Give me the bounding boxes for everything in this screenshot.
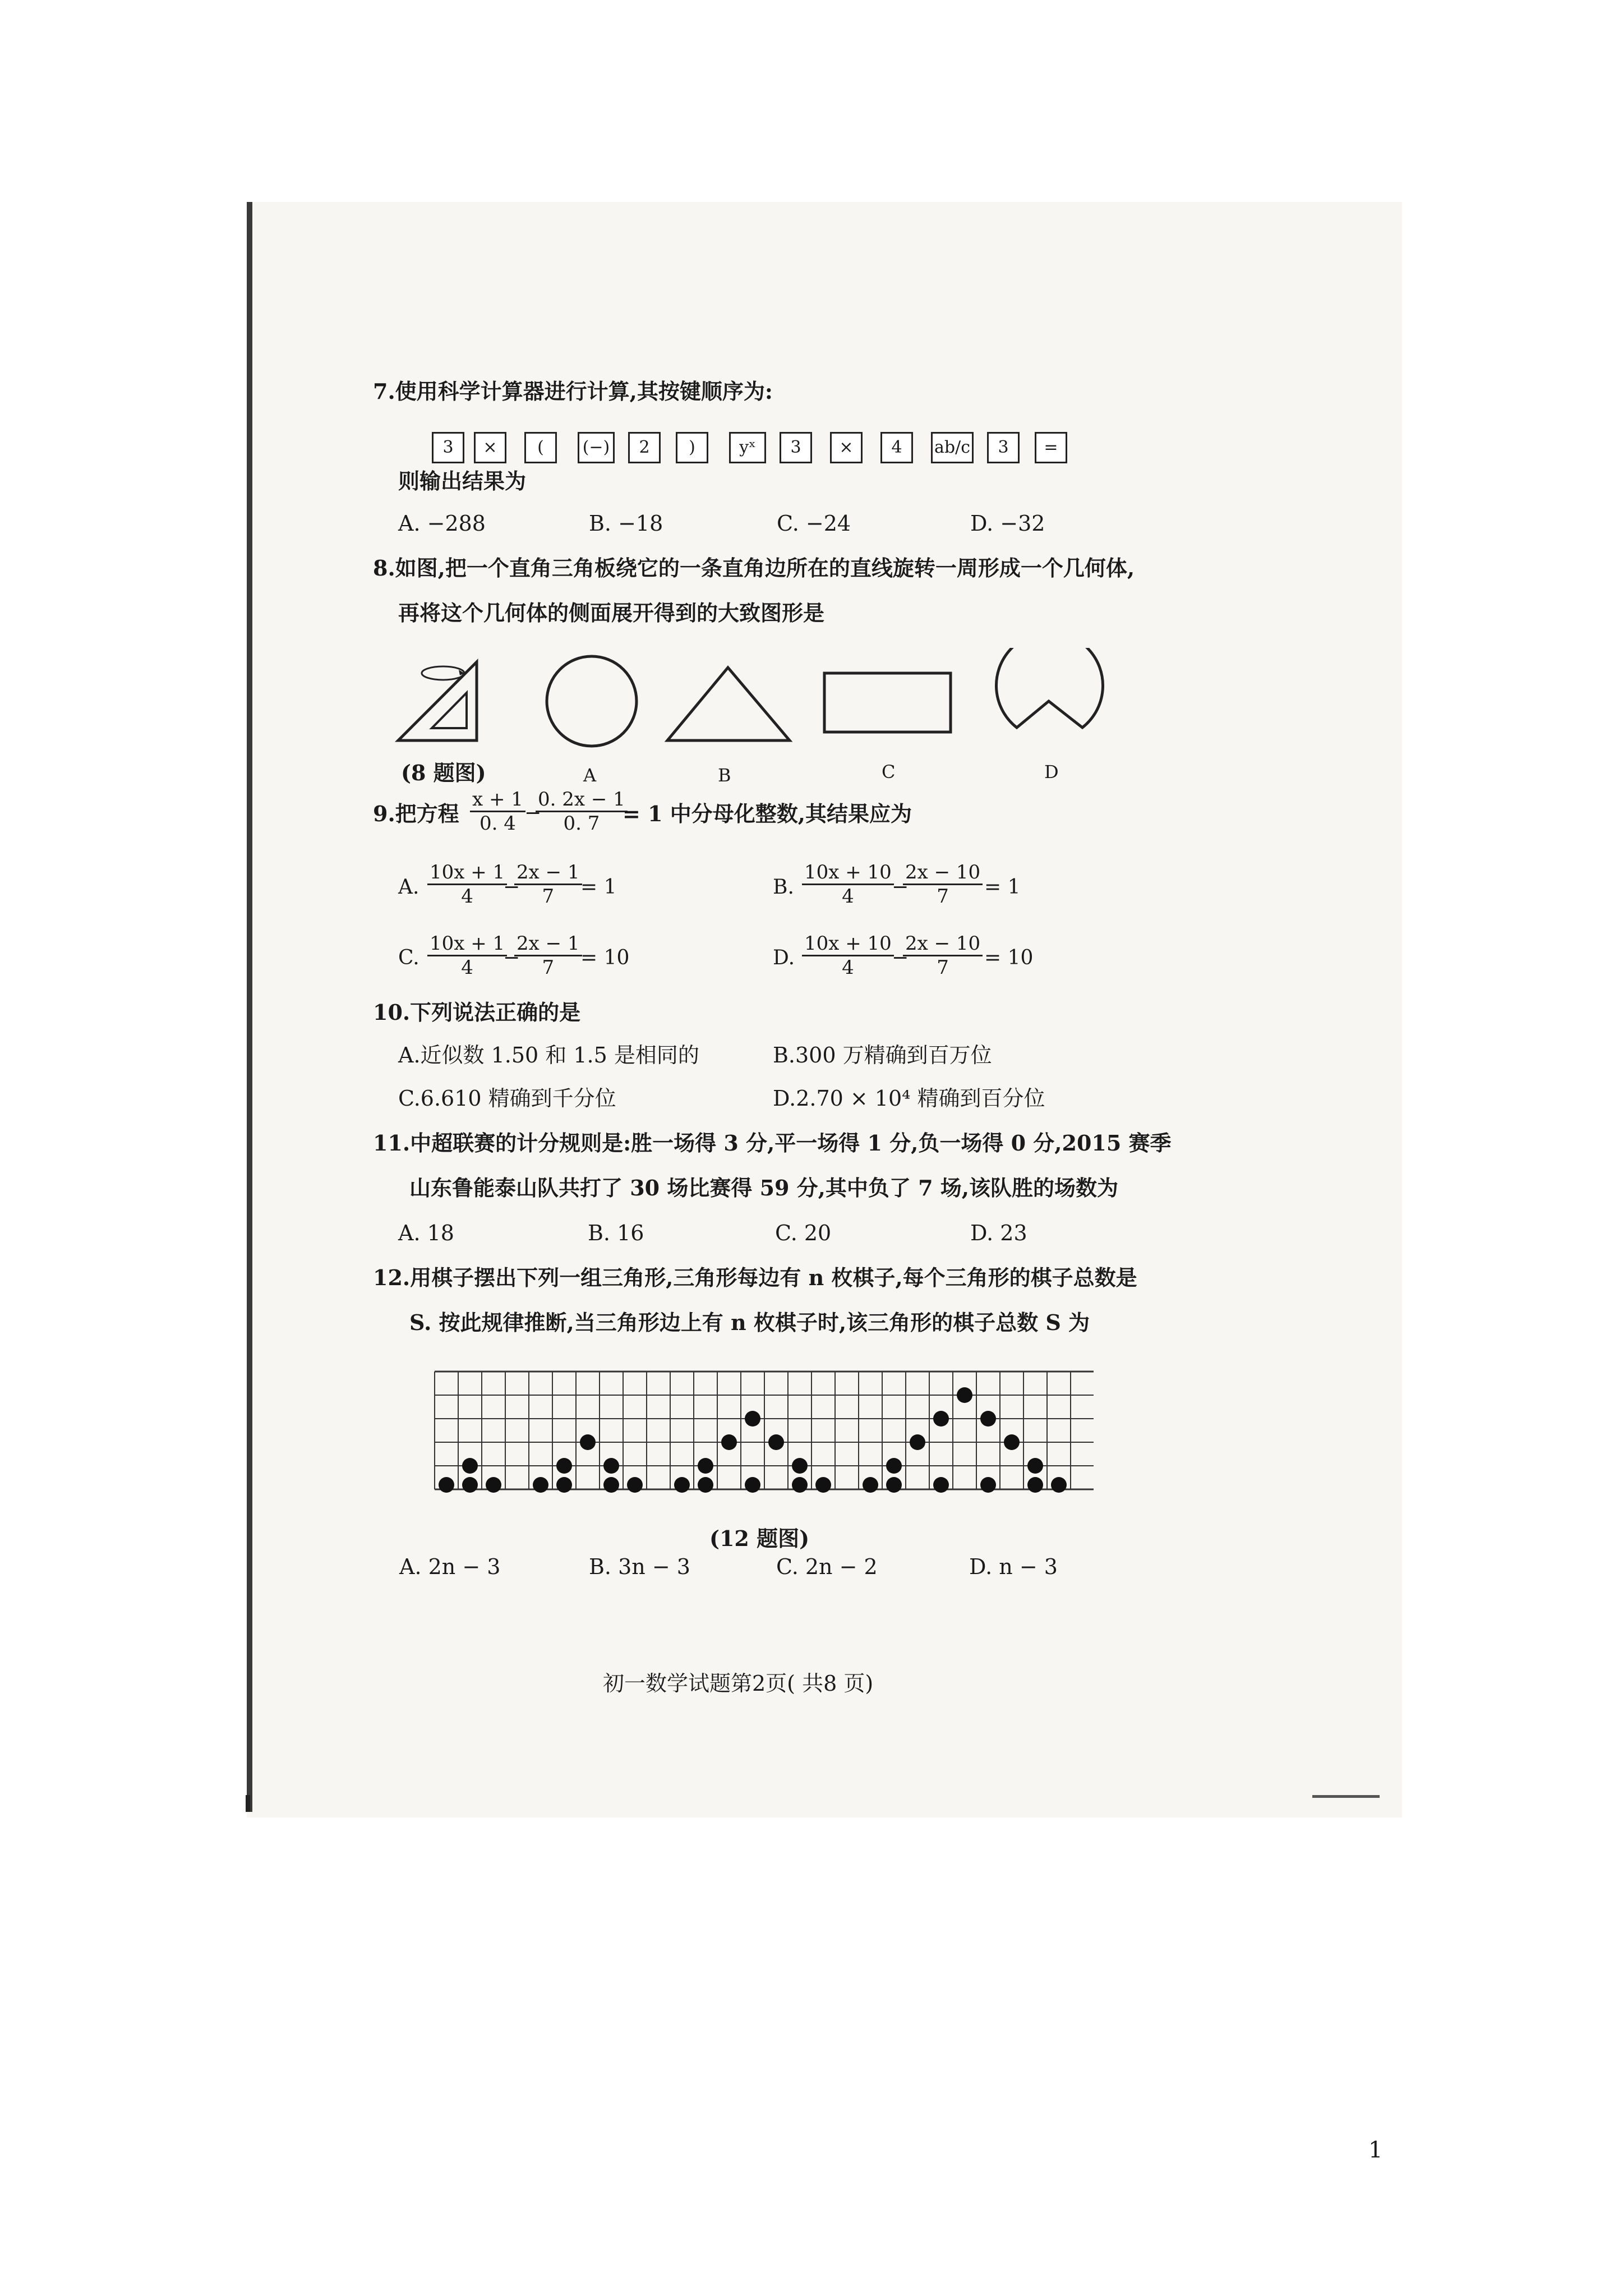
q9-option-a-frac2 (514, 861, 582, 908)
key-3c: 3 (987, 432, 1020, 463)
q9-option-a-rhs: = 1 (580, 876, 617, 899)
q9-minus: − (524, 802, 542, 825)
go-stone (745, 1477, 760, 1493)
key-times-b: × (830, 432, 863, 463)
q9-c-f2-num: 2x − 1 (514, 932, 582, 956)
q9-frac1-denominator: 0. 4 (479, 812, 516, 835)
go-stone (980, 1411, 996, 1427)
go-stone (792, 1458, 808, 1474)
key-negative: (−) (578, 432, 615, 463)
go-stones (439, 1387, 1067, 1493)
q8-figure-caption: (8 题图) (401, 760, 486, 785)
q9-b-f1-num: 10x + 10 (802, 861, 894, 885)
q11-option-c: C. 20 (775, 1221, 832, 1245)
go-stone (533, 1477, 548, 1493)
q9-a-f2-den: 7 (542, 885, 555, 908)
q9-d-f1-den: 4 (842, 956, 854, 979)
go-stone (886, 1458, 902, 1474)
q9-option-c-rhs: = 10 (580, 946, 630, 969)
q9-a-f1-num: 10x + 1 (427, 861, 507, 885)
key-close-paren: ) (676, 432, 708, 463)
page-footer: 初一数学试题第2页( 共8 页) (603, 1671, 874, 1696)
q9-option-b-frac2 (903, 861, 983, 908)
key-4: 4 (880, 432, 913, 463)
key-power: yˣ (729, 432, 766, 463)
go-stone (1027, 1458, 1043, 1474)
q9-option-d-frac2 (903, 932, 983, 979)
go-stone (556, 1477, 572, 1493)
go-stone (768, 1434, 784, 1450)
q12-option-b: B. 3n − 3 (589, 1554, 690, 1579)
go-stone (603, 1458, 619, 1474)
q9-d-f1-num: 10x + 10 (802, 932, 894, 956)
binding-tick (246, 1795, 250, 1812)
q8-option-c-rectangle (822, 670, 956, 738)
q9-prefix: 9.把方程 (373, 801, 459, 826)
q9-option-a-minus: − (503, 876, 520, 899)
q8-option-a-circle (541, 651, 642, 752)
q9-b-f2-den: 7 (937, 885, 949, 908)
go-stone (486, 1477, 501, 1493)
q9-option-b-minus: − (892, 876, 909, 899)
q9-option-b-label: B. (773, 876, 794, 899)
q8-stem-line2: 再将这个几何体的侧面展开得到的大致图形是 (398, 600, 825, 625)
q8-stem-line1: 8.如图,把一个直角三角板绕它的一条直角边所在的直线旋转一周形成一个几何体, (373, 555, 1135, 581)
go-stone (815, 1477, 831, 1493)
q9-frac2-numerator: 0. 2x − 1 (536, 788, 628, 812)
q12-stem-line2: S. 按此规律推断,当三角形边上有 n 枚棋子时,该三角形的棋子总数 S 为 (409, 1310, 1090, 1335)
q9-frac2-denominator: 0. 7 (563, 812, 600, 835)
q9-option-b-frac1 (802, 861, 894, 908)
q9-a-f2-num: 2x − 1 (514, 861, 582, 885)
q8-label-c: C (882, 761, 896, 783)
q9-d-f2-den: 7 (937, 956, 949, 979)
q10-option-b: B.300 万精确到百万位 (773, 1043, 992, 1068)
key-times: × (474, 432, 506, 463)
go-stone (980, 1477, 996, 1493)
go-stone (1027, 1477, 1043, 1493)
q11-option-a: A. 18 (398, 1221, 454, 1245)
go-stone (698, 1477, 713, 1493)
q7-option-a: A. −288 (398, 511, 486, 536)
go-stone (603, 1477, 619, 1493)
q8-triangle-ruler-figure (393, 651, 494, 746)
binding-edge (247, 202, 252, 1812)
q7-result-prompt: 则输出结果为 (398, 468, 527, 494)
go-stone (1051, 1477, 1067, 1493)
go-stone (792, 1477, 808, 1493)
scan-mark (1312, 1795, 1380, 1798)
q9-option-c-frac1 (427, 932, 507, 979)
key-3: 3 (432, 432, 464, 463)
go-stone (957, 1387, 972, 1403)
q7-option-b: B. −18 (589, 511, 663, 536)
q10-stem: 10.下列说法正确的是 (373, 1000, 581, 1025)
q7-option-c: C. −24 (777, 511, 851, 536)
q11-option-d: D. 23 (970, 1221, 1027, 1245)
q8-label-a: A (583, 765, 597, 786)
q9-option-c-minus: − (503, 946, 520, 969)
q7-stem: 7.使用科学计算器进行计算,其按键顺序为: (373, 379, 773, 404)
q8-option-d-sector (990, 648, 1108, 749)
q9-frac1-numerator: x + 1 (470, 788, 525, 812)
go-stone (721, 1434, 737, 1450)
go-stone (886, 1477, 902, 1493)
go-stone (674, 1477, 690, 1493)
q12-figure-caption: (12 题图) (709, 1526, 810, 1551)
key-open-paren: ( (524, 432, 557, 463)
go-stone (439, 1477, 454, 1493)
key-3b: 3 (780, 432, 812, 463)
q9-c-f1-den: 4 (461, 956, 473, 979)
q12-option-d: D. n − 3 (969, 1554, 1058, 1579)
key-2: 2 (628, 432, 661, 463)
q8-option-b-triangle (662, 662, 796, 746)
q10-option-d: D.2.70 × 10⁴ 精确到百分位 (773, 1086, 1045, 1111)
q9-suffix: = 1 中分母化整数,其结果应为 (623, 801, 912, 826)
q9-b-f1-den: 4 (842, 885, 854, 908)
q9-option-b-rhs: = 1 (984, 876, 1021, 899)
q9-b-f2-num: 2x − 10 (903, 861, 983, 885)
q9-option-c-frac2 (514, 932, 582, 979)
q9-option-c-label: C. (398, 946, 419, 969)
go-stone (745, 1411, 760, 1427)
q11-stem-line2: 山东鲁能泰山队共打了 30 场比赛得 59 分,其中负了 7 场,该队胜的场数为 (409, 1175, 1119, 1200)
q9-d-f2-num: 2x − 10 (903, 932, 983, 956)
go-stone (627, 1477, 643, 1493)
q7-option-d: D. −32 (970, 511, 1045, 536)
q9-option-a-frac1 (427, 861, 507, 908)
q12-option-a: A. 2n − 3 (399, 1554, 501, 1579)
q11-option-b: B. 16 (588, 1221, 644, 1245)
q12-go-board-figure (432, 1369, 1094, 1509)
q9-option-a-label: A. (398, 876, 419, 899)
q10-option-a: A.近似数 1.50 和 1.5 是相同的 (398, 1043, 699, 1068)
q8-label-d: D (1044, 761, 1059, 783)
go-stone (863, 1477, 878, 1493)
q9-option-d-rhs: = 10 (984, 946, 1034, 969)
q11-stem-line1: 11.中超联赛的计分规则是:胜一场得 3 分,平一场得 1 分,负一场得 0 分,2015 赛季 (373, 1130, 1172, 1156)
q9-option-d-frac1 (802, 932, 894, 979)
q9-c-f2-den: 7 (542, 956, 555, 979)
go-stone (933, 1477, 949, 1493)
q12-option-c: C. 2n − 2 (776, 1554, 878, 1579)
q12-stem-line1: 12.用棋子摆出下列一组三角形,三角形每边有 n 枚棋子,每个三角形的棋子总数是 (373, 1265, 1137, 1290)
page-number: 1 (1368, 2137, 1383, 2163)
key-equals: = (1035, 432, 1067, 463)
go-board-grid (435, 1372, 1094, 1489)
q8-label-b: B (718, 765, 731, 786)
go-stone (698, 1458, 713, 1474)
q10-option-c: C.6.610 精确到千分位 (398, 1086, 616, 1111)
go-stone (933, 1411, 949, 1427)
go-stone (1004, 1434, 1020, 1450)
go-stone (910, 1434, 925, 1450)
go-stone (556, 1458, 572, 1474)
q9-option-d-label: D. (773, 946, 795, 969)
q9-fraction-2 (536, 788, 628, 835)
go-stone (580, 1434, 596, 1450)
go-stone (462, 1458, 478, 1474)
go-stone (462, 1477, 478, 1493)
q9-option-d-minus: − (892, 946, 909, 969)
q9-fraction-1 (470, 788, 525, 835)
q9-c-f1-num: 10x + 1 (427, 932, 507, 956)
q9-a-f1-den: 4 (461, 885, 473, 908)
key-fraction: ab/c (931, 432, 974, 463)
